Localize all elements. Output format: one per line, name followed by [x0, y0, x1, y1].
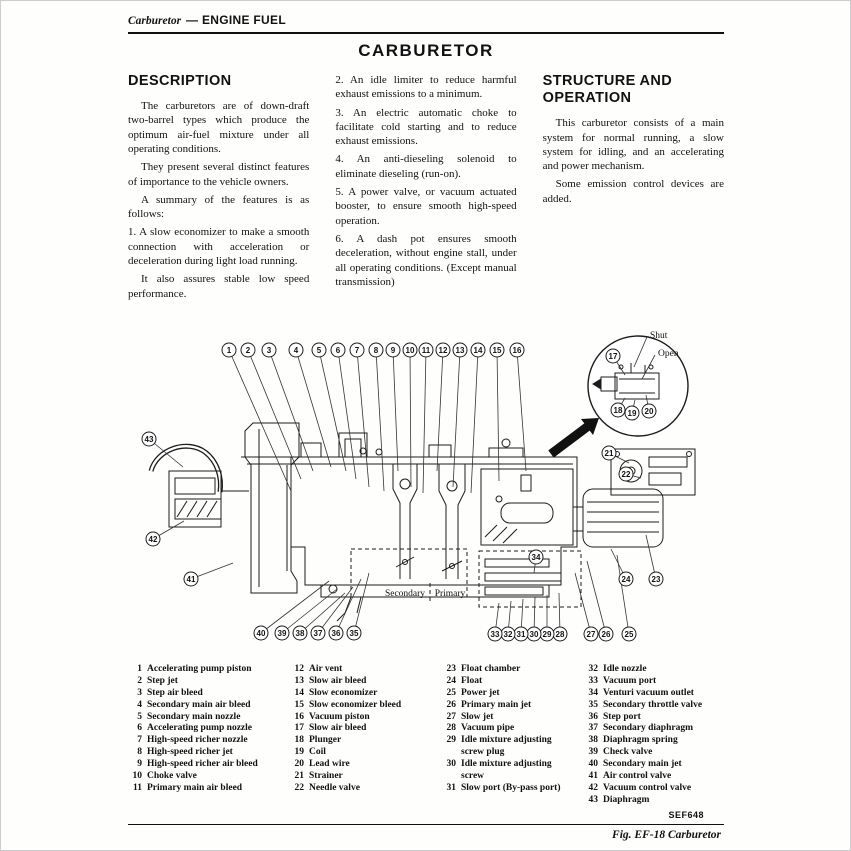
callout-number: 31	[516, 629, 526, 639]
part-name: Slow air bleed	[309, 723, 367, 734]
part-name: Float	[461, 675, 483, 686]
part-name: Secondary main air bleed	[147, 699, 251, 710]
callout-number: 19	[627, 408, 637, 418]
part-name: Coil	[309, 747, 326, 758]
parts-column-2	[291, 664, 433, 807]
structure-heading: STRUCTURE AND OPERATION	[542, 73, 673, 107]
part-number: 42	[588, 782, 598, 793]
callout-leader	[376, 350, 384, 491]
part-item	[129, 676, 281, 688]
paragraph: 5. A power valve, or vacuum actuated booster, to ensure smooth high-speed operation.	[335, 186, 517, 227]
part-name: Vacuum piston	[309, 711, 370, 722]
callout-number: 42	[148, 534, 158, 544]
part-number: 5	[137, 711, 142, 722]
callout-number: 24	[621, 574, 631, 584]
label-open: Open	[658, 349, 679, 359]
callout-number: 14	[473, 345, 483, 355]
part-item	[291, 747, 433, 759]
callout-number: 21	[604, 448, 614, 458]
callout-leader	[617, 555, 629, 634]
callout-leader	[229, 350, 291, 491]
part-name: Power jet	[461, 687, 500, 698]
callout-leader	[410, 350, 411, 487]
callout-number: 12	[438, 345, 448, 355]
part-name: Vacuum port	[603, 675, 657, 686]
paragraph: This carburetor consists of a main system for normal running, a slow system for idling, and an accelerating and power mechanism.	[542, 117, 724, 173]
label-secondary: Secondary	[384, 589, 426, 599]
callout-leader	[587, 561, 606, 634]
part-name: Diaphragm	[603, 794, 650, 805]
part-item	[291, 700, 433, 712]
callout-leader	[336, 579, 361, 633]
part-name: Choke valve	[147, 770, 197, 781]
part-name: High-speed richer air bleed	[147, 759, 258, 769]
callout-number: 16	[512, 345, 522, 355]
part-number: 18	[294, 735, 304, 746]
part-name: Secondary throttle valve	[603, 699, 703, 710]
parts-column-1	[129, 664, 281, 807]
callout-leader	[357, 350, 369, 487]
paragraph: 3. An electric automatic choke to facilitate cold starting and to reduce exhaust emissions.	[335, 106, 517, 148]
parts-column-4	[585, 664, 725, 807]
callout-number: 26	[601, 629, 611, 639]
part-item	[443, 783, 575, 795]
callout-number: 40	[256, 628, 266, 638]
part-item	[291, 676, 433, 688]
part-item	[129, 783, 281, 795]
part-number: 15	[294, 699, 304, 710]
part-item	[129, 747, 281, 759]
callout-leader	[575, 573, 591, 634]
structure-paragraphs	[543, 116, 724, 206]
part-number: 38	[588, 735, 598, 746]
part-name: Idle mixture adjusting screw	[461, 759, 552, 781]
part-number: 17	[294, 723, 304, 734]
part-number: 7	[137, 735, 142, 746]
paragraph: 4. An anti-dieseling solenoid to eliminate dieseling (run-on).	[335, 153, 517, 180]
header-section-title: Carburetor	[128, 15, 182, 27]
part-name: Needle valve	[309, 782, 360, 793]
part-item	[443, 664, 575, 676]
callout-number: 3	[266, 345, 272, 355]
callout-number: 33	[490, 629, 500, 639]
part-item	[291, 759, 433, 771]
part-item	[129, 723, 281, 735]
part-number: 21	[294, 770, 304, 781]
part-number: 31	[446, 782, 456, 793]
part-number: 26	[446, 699, 456, 710]
callout-number: 43	[144, 434, 154, 444]
part-item	[129, 759, 281, 771]
part-name: Air vent	[309, 664, 343, 674]
figure-container	[1, 321, 851, 661]
description-heading: DESCRIPTION	[128, 73, 232, 89]
part-item	[443, 735, 575, 759]
part-name: Venturi vacuum outlet	[603, 687, 694, 698]
part-name: High-speed richer nozzle	[147, 735, 248, 746]
part-item	[129, 735, 281, 747]
part-number: 12	[294, 664, 304, 674]
callout-number: 39	[277, 628, 287, 638]
callout-number: 17	[608, 351, 618, 361]
part-name: Idle mixture adjusting screw plug	[461, 735, 552, 758]
part-number: 43	[588, 794, 598, 805]
part-item	[443, 712, 575, 724]
carburetor-figure	[1, 321, 851, 661]
callout-number: 29	[542, 629, 552, 639]
part-number: 29	[446, 735, 456, 746]
part-number: 41	[588, 770, 598, 781]
part-item	[585, 676, 725, 688]
part-number: 9	[137, 759, 142, 769]
callout-number: 1	[226, 345, 232, 355]
part-number: 27	[446, 711, 456, 722]
part-item	[291, 712, 433, 724]
part-name: Secondary main jet	[603, 759, 682, 769]
callout-number: 27	[586, 629, 596, 639]
part-name: Slow port (By-pass port)	[461, 782, 561, 793]
callout-number: 30	[529, 629, 539, 639]
part-item	[291, 723, 433, 735]
callout-number: 38	[295, 628, 305, 638]
part-name: Slow economizer	[309, 687, 378, 698]
callout-number: 11	[421, 345, 431, 355]
part-name: Step air bleed	[147, 687, 203, 698]
part-number: 3	[137, 687, 142, 698]
part-item	[291, 783, 433, 795]
callout-leader	[453, 350, 460, 487]
callout-number: 2	[245, 345, 251, 355]
part-number: 34	[588, 687, 598, 698]
callout-leader	[437, 350, 443, 471]
part-item	[129, 712, 281, 724]
paragraph: The carburetors are of down-draft two-barrel types which produce the optimum air-fuel mixture under all operating conditions.	[128, 100, 310, 155]
part-number: 19	[294, 747, 304, 758]
part-number: 13	[294, 675, 304, 686]
part-item	[585, 747, 725, 759]
features-paragraphs	[335, 73, 516, 289]
callout-leader	[319, 350, 346, 471]
part-name: Vacuum control valve	[603, 782, 692, 793]
parts-list	[129, 664, 725, 807]
part-number: 33	[588, 675, 598, 686]
paragraph: They present several distinct features of importance to the vehicle owners.	[128, 161, 310, 188]
figure-caption: Fig. EF-18 Carburetor	[612, 829, 721, 841]
callout-number: 34	[531, 552, 541, 562]
paragraph: Some emission control devices are added.	[542, 178, 724, 205]
part-name: High-speed richer jet	[147, 747, 233, 758]
part-name: Float chamber	[461, 664, 521, 674]
part-number: 1	[137, 664, 142, 674]
part-number: 16	[294, 711, 304, 722]
part-item	[291, 735, 433, 747]
description-section	[128, 73, 309, 305]
part-number: 30	[446, 759, 456, 769]
part-number: 22	[294, 782, 304, 793]
callout-leader	[261, 581, 329, 633]
label-shut: Shut	[650, 331, 668, 341]
part-item	[129, 700, 281, 712]
paragraph: 1. A slow economizer to make a smooth connection with acceleration or deceleration during light load running.	[128, 226, 310, 268]
page-header	[128, 11, 724, 34]
part-name: Strainer	[309, 770, 343, 781]
part-number: 23	[446, 664, 456, 674]
part-item	[443, 688, 575, 700]
part-name: Vacuum pipe	[461, 723, 515, 734]
callout-number: 41	[186, 574, 196, 584]
callout-number: 8	[373, 345, 379, 355]
part-name: Plunger	[309, 735, 342, 746]
callout-leader	[423, 350, 426, 493]
part-name: Step port	[603, 711, 641, 722]
part-name: Accelerating pump nozzle	[147, 723, 253, 734]
callout-leader	[338, 350, 356, 479]
part-number: 20	[294, 759, 304, 769]
callout-number: 9	[390, 345, 396, 355]
part-item	[443, 759, 575, 783]
description-paragraphs	[128, 99, 309, 301]
callout-number: 35	[349, 628, 359, 638]
part-number: 40	[588, 759, 598, 769]
callout-number: 28	[555, 629, 565, 639]
paragraph: A summary of the features is as follows:	[128, 193, 310, 221]
callout-leader	[497, 350, 499, 481]
callout-number: 22	[621, 469, 631, 479]
part-name: Lead wire	[309, 759, 350, 769]
part-number: 4	[137, 699, 142, 710]
part-name: Primary main jet	[461, 699, 532, 710]
callout-number: 32	[503, 629, 513, 639]
part-number: 39	[588, 747, 598, 758]
callout-number: 23	[651, 574, 661, 584]
callout-number: 20	[644, 406, 654, 416]
part-name: Diaphragm spring	[603, 735, 678, 746]
callout-number: 5	[316, 345, 322, 355]
part-item	[585, 712, 725, 724]
paragraph: 6. A dash pot ensures smooth deceleration, without engine stall, under all operating conditions. (Except manual transmission)	[335, 232, 517, 288]
part-name: Accelerating pump piston	[147, 664, 252, 674]
part-name: Air control valve	[603, 770, 672, 781]
part-name: Idle nozzle	[603, 664, 647, 674]
header-chapter-title: — ENGINE FUEL	[186, 13, 286, 27]
part-item	[291, 664, 433, 676]
part-number: 11	[133, 782, 142, 793]
part-name: Step jet	[147, 675, 178, 686]
part-number: 24	[446, 675, 456, 686]
callout-number: 37	[313, 628, 323, 638]
part-item	[585, 664, 725, 676]
part-number: 28	[446, 723, 456, 734]
part-item	[585, 783, 725, 795]
callout-leader	[517, 350, 526, 471]
part-item	[129, 664, 281, 676]
part-number: 37	[588, 723, 598, 734]
reference-code: SEF648	[668, 810, 704, 820]
part-item	[585, 759, 725, 771]
paragraph: It also assures stable low speed performance.	[128, 273, 310, 300]
part-name: Primary main air bleed	[147, 782, 243, 793]
part-number: 25	[446, 687, 456, 698]
part-number: 2	[137, 675, 142, 686]
part-item	[585, 795, 725, 807]
part-item	[291, 688, 433, 700]
part-name: Secondary diaphragm	[603, 723, 693, 734]
part-item	[585, 723, 725, 735]
callout-number: 13	[455, 345, 465, 355]
part-name: Slow jet	[461, 711, 494, 722]
part-number: 6	[137, 723, 142, 734]
callout-number: 15	[492, 345, 502, 355]
part-item	[585, 688, 725, 700]
callout-leader	[269, 350, 313, 471]
callout-number: 6	[335, 345, 341, 355]
callout-number: 36	[331, 628, 341, 638]
callout-leader	[471, 350, 478, 493]
part-item	[129, 688, 281, 700]
callout-number: 4	[293, 345, 299, 355]
part-item	[291, 771, 433, 783]
part-number: 35	[588, 699, 598, 710]
part-number: 14	[294, 687, 304, 698]
part-number: 36	[588, 711, 598, 722]
part-item	[443, 700, 575, 712]
structure-section	[543, 73, 724, 305]
callout-leader	[393, 350, 398, 471]
parts-column-3	[443, 664, 575, 807]
callout-number: 25	[624, 629, 634, 639]
part-number: 32	[588, 664, 598, 674]
part-number: 10	[132, 770, 142, 781]
part-item	[585, 771, 725, 783]
callout-number: 10	[405, 345, 415, 355]
paragraph: 2. An idle limiter to reduce harmful exhaust emissions to a minimum.	[335, 74, 517, 101]
part-item	[443, 676, 575, 688]
part-item	[129, 771, 281, 783]
part-name: Secondary main nozzle	[147, 711, 241, 722]
label-primary: Primary	[434, 589, 466, 599]
footer-rule	[128, 824, 724, 825]
part-item	[585, 735, 725, 747]
part-number: 8	[137, 747, 142, 758]
callout-number: 7	[354, 345, 360, 355]
part-name: Check valve	[603, 747, 653, 758]
part-item	[585, 700, 725, 712]
part-name: Slow economizer bleed	[309, 699, 402, 710]
callout-leader	[354, 573, 369, 633]
callout-leader	[248, 350, 301, 479]
features-section	[335, 73, 516, 305]
detail-arrow	[548, 418, 599, 458]
text-columns	[128, 73, 724, 305]
page-title: CARBURETOR	[358, 41, 494, 60]
part-item	[443, 723, 575, 735]
part-name: Slow air bleed	[309, 675, 367, 686]
callout-number: 18	[613, 405, 623, 415]
